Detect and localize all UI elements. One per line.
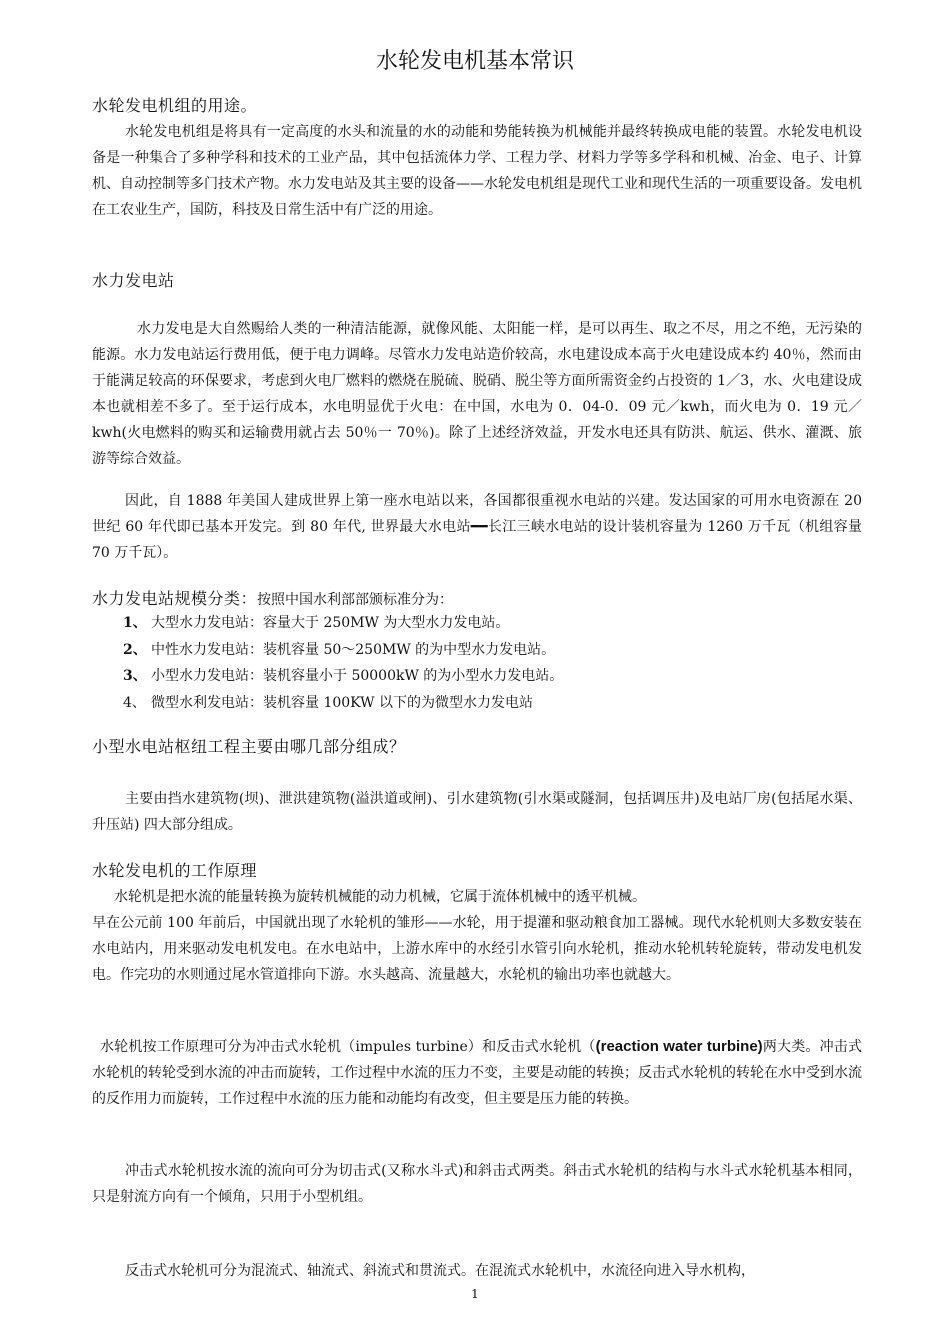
document-title: 水轮发电机基本常识 <box>375 49 574 74</box>
list-item-number: 3、 <box>123 668 147 684</box>
list-item-number: 2、 <box>123 641 147 658</box>
paragraph-turbine-history: 早在公元前 100 年前后，中国就出现了水轮机的雏形——水轮，用于提灌和驱动粮食加工器械。现代水轮机则大多数安装在水电站内，用来驱动发电机发电。在水电站中，上游水库中的水经引水管引向水轮机，推动水轮机转轮旋转，带动发电机发电。作完功的水则通过尾水管道排向下游。水头越高、流量越大，水轮机的输出功率也就越大。 <box>92 915 862 983</box>
section-heading-scale-classification <box>92 586 872 613</box>
paragraph-usage: 水轮发电机组是将具有一定高度的水头和流量的水的动能和势能转换为机械能并最终转换成电能的装置。水轮发电机设备是一种集合了多种学科和技术的工业产品，其中包括流体力学、工程力学、材料力学等多学科和机械、冶金、电子、计算机、自动控制等多门技术产物。水力发电站及其主要的设备——水轮发电机组是现代工业和现代生活的一项重要设备。发电机在工农业生产，国防，科技及日常生活中有广泛的用途。 <box>92 124 862 218</box>
section-heading-small-station-components: 小型水电站枢纽工程主要由哪几部分组成？ <box>92 737 406 756</box>
paragraph-turbine-definition: 水轮机是把水流的能量转换为旋转机械能的动力机械，它属于流体机械中的透平机械。 <box>114 889 646 905</box>
list-item-number: 1、 <box>123 615 147 631</box>
paragraph-impulse-turbine: 冲击式水轮机按水流的流向可分为切击式(又称水斗式)和斜击式两类。斜击式水轮机的结构与水斗式水轮机基本相同，只是射流方向有一个倾角，只用于小型机组。 <box>92 1163 862 1205</box>
turbine-types-text-end: 两大类。冲击式水轮机的转轮受到水流的冲击而旋转，工作过程中水流的压力不变，主要是动能的转换；反击式水轮机的转轮在水中受到水流的反作用力而旋转，工作过程中水流的压力能和动能均有改变，但主要是压力能的转换。 <box>92 1039 862 1107</box>
section-heading-hydropower-station: 水力发电站 <box>92 271 175 290</box>
paragraph-small-station-components: 主要由挡水建筑物(坝)、泄洪建筑物(溢洪道或闸)、引水建筑物(引水渠或隧洞，包括调压井)及电站厂房(包括尾水渠、升压站) 四大部分组成。 <box>92 791 862 833</box>
section-heading-working-principle: 水轮发电机的工作原理 <box>92 861 258 880</box>
list-item-text: 微型水利发电站：装机容量 100KW 以下的为微型水力发电站 <box>151 694 533 711</box>
paragraph-hydropower-history: 因此，自 1888 年美国人建成世界上第一座水电站以来，各国都很重视水电站的兴建。发达国家的可用水电资源在 20 世纪 60 年代即已基本开发完。到 80 年代, 世界最大水电站━━长江三峡水电站的设计装机容量为 1260 万千瓦（机组容量 70 万千瓦）。 <box>92 493 862 561</box>
reaction-turbine-term: (reaction water turbine) <box>595 1038 763 1055</box>
list-item-number: 4、 <box>123 694 146 711</box>
section-heading-usage: 水轮发电机组的用途。 <box>92 96 258 115</box>
turbine-types-text-start: 水轮机按工作原理可分为冲击式水轮机（impules turbine）和反击式水轮机（ <box>100 1039 596 1055</box>
paragraph-reaction-turbine: 反击式水轮机可分为混流式、轴流式、斜流式和贯流式。在混流式水轮机中，水流径向进入导水机构， <box>125 1263 755 1279</box>
list-item <box>123 610 863 637</box>
scale-heading-text: 水力发电站规模分类： <box>92 589 258 608</box>
list-item-text: 大型水力发电站：容量大于 250MW 为大型水力发电站。 <box>151 615 510 631</box>
paragraph-turbine-types <box>92 1034 862 1112</box>
list-item <box>123 690 863 717</box>
page-number: 1 <box>471 1287 479 1301</box>
list-item <box>123 663 863 690</box>
list-item <box>123 637 863 664</box>
scale-list <box>123 610 863 716</box>
list-item-text: 中性水力发电站：装机容量 50～250MW 的为中型水力发电站。 <box>151 641 556 658</box>
scale-subheading-text: 按照中国水利部部颁标准分为： <box>257 592 454 608</box>
list-item-text: 小型水力发电站：装机容量小于 50000kW 的为小型水力发电站。 <box>151 668 564 684</box>
paragraph-hydropower-intro: 水力发电是大自然赐给人类的一种清洁能源，就像风能、太阳能一样，是可以再生、取之不尽，用之不绝，无污染的能源。水力发电站运行费用低，便于电力调峰。尽管水力发电站造价较高，水电建设成本高于火电建设成本约 40％，然而由于能满足较高的环保要求，考虑到火电厂燃料的燃烧在脱硫、脱硝、脱尘等方面所需资金约占投资的 1／3，水、火电建设成本也就相差不多了。至于运行成本，水电明显优于火电：在中国，水电为 0．04-0．09 元／kwh，而火电为 0．19 元／kwh(火电燃料的购买和运输费用就占去 50％一 70％)。除了上述经济效益，开发水电还具有防洪、航运、供水、灌溉、旅游等综合效益。 <box>92 321 862 467</box>
